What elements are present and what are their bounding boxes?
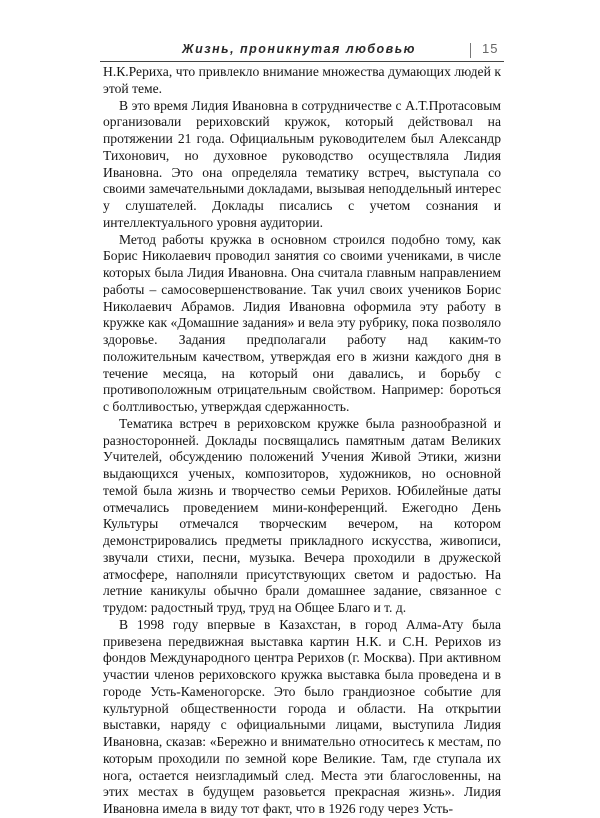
- page-header: [100, 41, 504, 62]
- paragraph: Тематика встреч в рериховском кружке была разнообразной и разносторонней. Доклады посвящались памятным датам Великих Учителей, обсуждению положений Учения Живой Этики, жизни выдающихся ученых, композиторов, художников, но основной темой была жизнь и творчество семьи Рерихов. Юбилейные даты отмечались проведением мини-конференций. Ежегодно День Культуры отмечался творческим вечером, на котором демонстрировались предметы прикладного искусства, живописи, звучали стихи, песни, музыка. Вечера проходили в дружеской атмосфере, наполняли присутствующих светом и радостью. На летние каникулы обычно брали домашнее задание, связанное с трудом: радостный труд, труд на Общее Благо и т. д.: [103, 415, 501, 615]
- running-title: Жизнь, проникнутая любовью: [182, 42, 416, 56]
- paragraph: Метод работы кружка в основном строился подобно тому, как Борис Николаевич проводил занятия со своими учениками, в числе которых была Лидия Ивановна. Она считала главным направлением работы – самосовершенствование. Так учил своих учеников Борис Николаевич Абрамов. Лидия Ивановна оформила эту работу в кружке как «Домашние задания» и вела эту рубрику, пока позволяло здоровье. Задания предполагали работу над каким-то положительным качеством, утверждая его в жизни каждого дня в течение месяца, на который они давались, и борьбу с противоположным отрицательным свойством. Например: бороться с болтливостью, утверждая сдержанность.: [103, 231, 501, 414]
- paragraph: В 1998 году впервые в Казахстан, в город Алма-Ату была привезена передвижная выставка картин Н.К. и С.Н. Рерихов из фондов Международного центра Рерихов (г. Москва). При активном участии членов рериховского кружка выставка была проведена и в городе Усть-Каменогорске. Это было грандиозное событие для культурной общественности города и области. На открытии выставки, наряду с официальными лицами, выступила Лидия Ивановна, сказав: «Бережно и внимательно относитесь к местам, по которым проходили по земной коре Великие. Там, где ступала их нога, остается неизгладимый след. Места эти благословенны, на этих местах в будущем разовьется прекрасная жизнь». Лидия Ивановна имела в виду тот факт, что в 1926 году через Усть-: [103, 616, 501, 816]
- paragraph: В это время Лидия Ивановна в сотрудничестве с А.Т.Протасовым организовали рериховский кружок, который действовал на протяжении 21 года. Официальным руководителем был Александр Тихонович, но духовное руководство осуществляла Лидия Ивановна. Это она определяла тематику встреч, выступала со своими замечательными докладами, вызывая неподдельный интерес у слушателей. Доклады писались с учетом сознания и интеллектуального уровня аудитории.: [103, 97, 501, 230]
- body-text: [103, 64, 501, 818]
- page-number: 15: [482, 41, 499, 56]
- paragraph: Н.К.Рериха, что привлекло внимание множества думающих людей к этой теме.: [103, 64, 501, 96]
- header-separator: [470, 43, 471, 58]
